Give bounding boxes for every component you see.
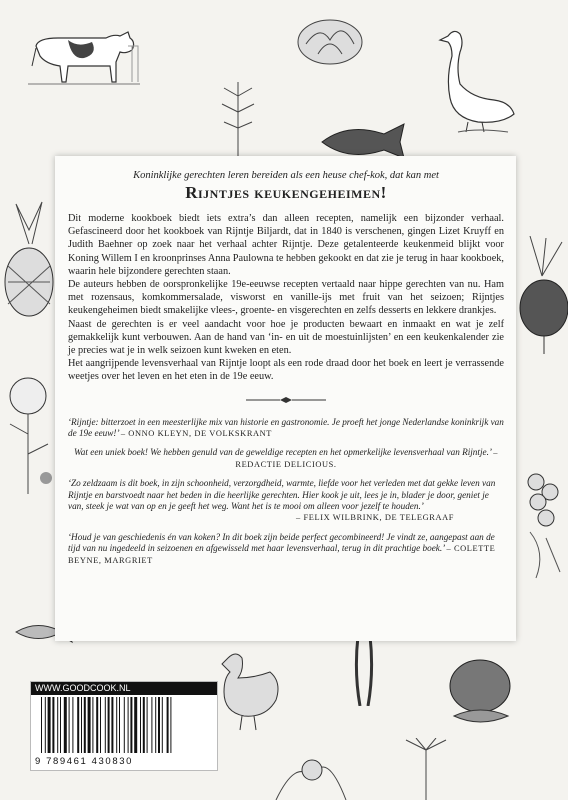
review-quote-4 xyxy=(68,532,504,566)
barcode-bar xyxy=(116,697,117,753)
barcode-bar xyxy=(64,697,67,753)
dill-illustration xyxy=(396,738,456,800)
turnip-illustration xyxy=(516,236,568,356)
barcode-bar xyxy=(41,697,42,753)
barcode-bar xyxy=(48,697,51,753)
barcode-bar xyxy=(134,697,137,753)
barcode-bar xyxy=(72,697,73,753)
isbn-number: 9 789461 430830 xyxy=(35,756,133,767)
review-quote-2 xyxy=(68,447,504,470)
barcode-bar xyxy=(84,697,86,753)
barcode-bar xyxy=(92,697,93,753)
barcode-bar xyxy=(170,697,171,753)
quote-text: ‘Houd je van geschiedenis én van koken? In dit boek zijn beide perfect gecombineerd! Je vindt ze, aangepast aan de tijd van nu ingedeeld in seizoenen en afgewisseld met haar levensverhaal, terug in dit prachtige boek.’ xyxy=(68,531,495,554)
hen-illustration xyxy=(214,648,284,734)
quote-source: – REDACTIE DELICIOUS. xyxy=(235,448,499,469)
review-quote-3 xyxy=(68,478,504,524)
barcode-bar xyxy=(143,697,145,753)
barcode-bar xyxy=(158,697,160,753)
barcode-bar xyxy=(88,697,91,753)
barcode-bar xyxy=(119,697,120,753)
herb-illustration xyxy=(212,76,264,156)
quote-text: ‘Rijntje: bitterzoet in een meesterlijke mix van historie en gastronomie. Je proeft het jonge Nederlandse koninkrijk van de 19e eeuw!’ xyxy=(68,416,504,439)
artichoke-illustration xyxy=(266,748,356,800)
review-quote-1 xyxy=(68,417,504,440)
beans-illustration xyxy=(350,636,380,706)
barcode-bar xyxy=(130,697,132,753)
barcode-bar xyxy=(81,697,82,753)
barcode-bar xyxy=(77,697,79,753)
quote-source: – FELIX WILBRINK, DE TELEGRAAF xyxy=(296,513,454,523)
quote-source: – ONNO KLEYN, DE VOLKSKRANT xyxy=(120,429,273,439)
headline: Rijntjes keukengeheimen! xyxy=(185,183,387,202)
barcode-bar xyxy=(105,697,106,753)
ornament-icon xyxy=(246,396,326,404)
cow-illustration xyxy=(28,26,140,90)
barcode-bar xyxy=(100,697,101,753)
pineapple-illustration xyxy=(2,200,56,318)
oyster-illustration xyxy=(444,656,514,728)
barcode-bar xyxy=(167,697,169,753)
barcode-bar xyxy=(140,697,141,753)
barcode-bar xyxy=(128,697,129,753)
goose-illustration xyxy=(438,28,518,136)
barcode-bar xyxy=(69,697,70,753)
barcode-bar xyxy=(60,697,61,753)
intro-line: Koninklijke gerechten leren bereiden als een heuse chef-kok, dat kan met xyxy=(133,170,439,181)
barcode-bar xyxy=(147,697,148,753)
back-cover-text-panel xyxy=(55,156,516,641)
description-paragraph-1: Dit moderne kookboek biedt iets extra’s dan alleen recepten, namelijk een bijzonder verhaal. Gefascineerd door het kookboek van Rijntje Biljardt, dat in 1840 is verschenen, gingen Lizet Kruyff en Judith Baehner op zoek naar het verhaal achter Rijntje. Deze getalenteerde keukenmeid blijkt voor Koning Willem I en kroonprinses Anna Paulowna te hebben gekookt en dat zie je terug in haar kookboek, waarin hele bijzondere gerechten staan. xyxy=(68,213,504,277)
barcode-bars xyxy=(31,695,217,755)
barcode-bar xyxy=(45,697,46,753)
quote-text: Wat een uniek boek! We hebben genuld van de geweldige recepten en het opmerkelijke levensverhaal van Rijntje.’ xyxy=(73,447,491,458)
rose-illustration xyxy=(4,374,56,494)
barcode-bar xyxy=(111,697,113,753)
barcode-bar xyxy=(155,697,156,753)
description-body xyxy=(68,212,504,384)
publisher-url: WWW.GOODCOOK.NL xyxy=(31,682,217,695)
barcode-label xyxy=(30,681,218,771)
barcode-bar xyxy=(151,697,152,753)
ornament-divider xyxy=(68,391,504,409)
barcode-bar xyxy=(52,697,54,753)
grapes-illustration xyxy=(516,462,568,582)
barcode-bar xyxy=(162,697,163,753)
quote-source: – COLETTE BEYNE, MARGRIET xyxy=(68,544,496,565)
description-paragraph-4: Het aangrijpende levensverhaal van Rijntje loopt als een rode draad door het boek en leert je verrassende weetjes over het leven en het eten in de 19e eeuw. xyxy=(68,358,504,383)
description-paragraph-2: De auteurs hebben de oorspronkelijke 19e-eeuwse recepten vertaald naar hippe gerechten van nu. Ham met rozensaus, komkommersalade, visworst en vanille-ijs met fruit van het seizoen; Rijntjes keukengeheimen biedt smakelijke vlees-, groente- en visgerechten en zelfs desserts en lekkere drankjes. xyxy=(68,279,504,317)
leafy-plant-illustration xyxy=(290,14,370,72)
fish-illustration xyxy=(318,120,408,160)
barcode-bar xyxy=(96,697,98,753)
barcode-bar xyxy=(57,697,58,753)
barcode-bar xyxy=(124,697,125,753)
barcode-bar xyxy=(108,697,110,753)
quote-text: ‘Zo zeldzaam is dit boek, in zijn schoonheid, verzorgdheid, warmte, liefde voor het verleden met dat gekke leven van Rijntje en barstvoedt naar het beden in die heerlijke gerechten. Hier kook je uit, lees je in, blader je door, geniet je van, steek je wat van op en je geeft het weg. Want het is te mooi om alleen voor jezelf te houden.’ xyxy=(68,478,496,512)
description-paragraph-3: Naast de gerechten is er veel aandacht voor hoe je producten bewaart en inmaakt en wat je zelf gemakkelijk kunt verbouwen. Aan de hand van ‘in- en uit de moestuinlijsten’ en een keukenkalender zie je precies wat je in welk seizoen kunt kweken en eten. xyxy=(68,318,504,357)
